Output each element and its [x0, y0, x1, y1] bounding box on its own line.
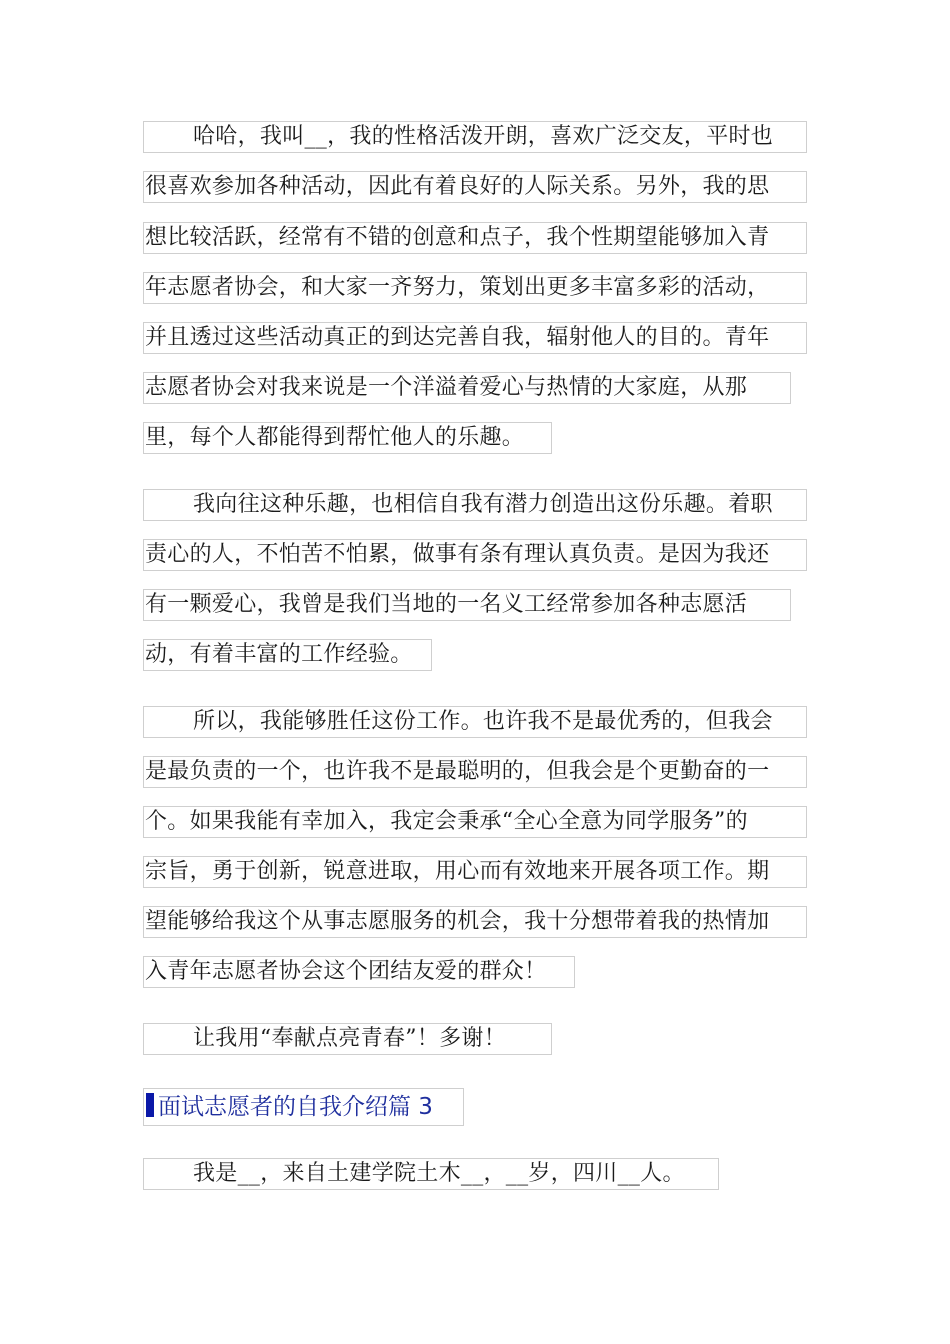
text-line: 宗旨，勇于创新，锐意进取，用心而有效地来开展各项工作。期 [143, 856, 807, 888]
text-line: 我向往这种乐趣，也相信自我有潜力创造出这份乐趣。着职 [143, 489, 807, 521]
text-line: 所以，我能够胜任这份工作。也许我不是最优秀的，但我会 [143, 706, 807, 738]
text-line: 动，有着丰富的工作经验。 [143, 639, 432, 671]
text-line: 责心的人，不怕苦不怕累，做事有条有理认真负责。是因为我还 [143, 539, 807, 571]
text-line: 哈哈，我叫__，我的性格活泼开朗，喜欢广泛交友，平时也 [143, 121, 807, 153]
text-line: 是最负责的一个，也许我不是最聪明的，但我会是个更勤奋的一 [143, 756, 807, 788]
text-line: 志愿者协会对我来说是一个洋溢着爱心与热情的大家庭，从那 [143, 372, 791, 404]
text-line: 想比较活跃，经常有不错的创意和点子，我个性期望能够加入青 [143, 222, 807, 254]
text-line: 入青年志愿者协会这个团结友爱的群众！ [143, 956, 575, 988]
text-line: 并且透过这些活动真正的到达完善自我，辐射他人的目的。青年 [143, 322, 807, 354]
text-line: 望能够给我这个从事志愿服务的机会，我十分想带着我的热情加 [143, 906, 807, 938]
text-line: 个。如果我能有幸加入，我定会秉承“全心全意为同学服务”的 [143, 806, 807, 838]
text-line: 我是__，来自土建学院土木__，__岁，四川__人。 [143, 1158, 719, 1190]
heading-text: 面试志愿者的自我介绍篇 3 [158, 1094, 433, 1120]
heading-marker-icon [146, 1093, 154, 1117]
text-line: 有一颗爱心，我曾是我们当地的一名义工经常参加各种志愿活 [143, 589, 791, 621]
text-line: 很喜欢参加各种活动，因此有着良好的人际关系。另外，我的思 [143, 171, 807, 203]
section-heading [143, 1088, 464, 1126]
text-line: 里，每个人都能得到帮忙他人的乐趣。 [143, 422, 552, 454]
text-line: 让我用“奉献点亮青春”！多谢！ [143, 1023, 552, 1055]
text-line: 年志愿者协会，和大家一齐努力，策划出更多丰富多彩的活动， [143, 272, 807, 304]
